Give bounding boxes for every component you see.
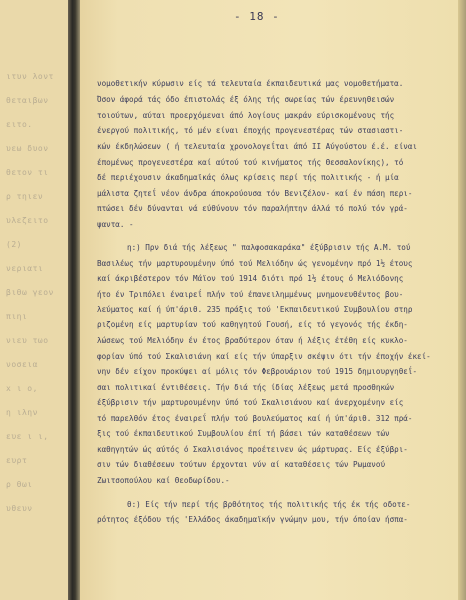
text-line: καί άκριβέστερον τόν Μάϊον τού 1914 διότι πρό 1½ έτους ό Μελιόδονης xyxy=(97,274,404,283)
left-page-bleed-text: υθευν xyxy=(6,504,33,513)
text-line: Όσον άφορά τάς όδο έπιστολάς έξ όλης τής σωρείας τών έρευνηθεισών xyxy=(97,95,395,104)
text-line: σαι πολιτικαί έντιθέσεις. Τήν διά τής ίδίας λέξεως μετά προσθηκών xyxy=(97,383,395,392)
left-page-bleed-text: (2) xyxy=(6,240,22,249)
text-line: ξις τού έκπαιδευτικού Συμβουλίου έπί τή βάσει τών καταθέσεων τών xyxy=(97,429,390,438)
text-line: ψαντα. - xyxy=(97,220,134,229)
left-page-bleed-text: η ιλην xyxy=(6,408,38,417)
left-page-bleed-text: θεταιβων xyxy=(6,96,49,105)
left-page-bleed-text: ευε ι ι, xyxy=(6,432,49,441)
document-page xyxy=(80,0,458,600)
text-line: δέ περιέχουσιν άκαδημαϊκάς όλως κρίσεις περί τής πολιτικής - ή μία xyxy=(97,173,399,182)
left-page-edge xyxy=(0,0,68,600)
text-line: νην δέν είχον προκύψει αί μόλις τόν Φεβρουάριον τού 1915 δημιουργηθεΐ- xyxy=(97,367,418,376)
left-page-bleed-text: βιθω γεον xyxy=(6,288,54,297)
left-page-bleed-text: ιτυν λοντ xyxy=(6,72,54,81)
page-number: - 18 - xyxy=(234,10,280,23)
left-page-bleed-text: νεριατι xyxy=(6,264,44,273)
left-page-bleed-text: ρ θωι xyxy=(6,480,33,489)
left-page-bleed-text: υλεζειτο xyxy=(6,216,49,225)
text-line: Ζωιτσοπούλου καί Θεοδωρίδου.- xyxy=(97,476,230,485)
left-page-bleed-text: x ι ο, xyxy=(6,384,38,393)
text-line: τό παρελθόν έτος έναιρεΐ πλήν τού βουλεύματος καί ή ύπ'άριθ. 312 πρά- xyxy=(97,414,413,423)
text-line: νομοθετικήν κύρωσιν είς τά τελευταία έκπαιδευτικά μας νομοθετήματα. xyxy=(97,79,404,88)
text-line: τοιούτων, αύται προερχόμεναι άπό λογίους μακράν εύρισκομένους τής xyxy=(97,111,395,120)
left-page-bleed-text: ευρτ xyxy=(6,456,28,465)
text-line: μάλιστα ζητεΐ νέον άνδρα άποκρούουσα τόν Βενιζέλον- καί έν πάση περι- xyxy=(97,189,413,198)
text-line: καθηγητών ώς αύτός ό Σκαλισιάνος προέτεινεν ώς μάρτυρας. Είς έξύβρι- xyxy=(97,445,408,454)
left-page-bleed-text: πιηι xyxy=(6,312,28,321)
left-page-bleed-text: νοσεια xyxy=(6,360,38,369)
text-line: πτώσει δέν δύνανται νά εύθύνουν τόν παραλήπτην άλλά τό πολύ τόν γρά- xyxy=(97,204,408,213)
text-line: φορίαν ύπό τού Σκαλισιάνη καί είς τήν ύπαρξιν σκέψιν ότι τήν έποχήν έκεί- xyxy=(97,352,431,361)
text-line: έξύβρισιν τήν μαρτυρουμένην ύπό τού Σκαλισιάνου καί άνερχομένην είς xyxy=(97,398,404,407)
left-page-bleed-text: ρ τηιεν xyxy=(6,192,44,201)
left-page-bleed-text: θετον τι xyxy=(6,168,49,177)
text-line: ήτο έν Τριπόλει έναιρεΐ πλήν τού έπανειλημμένως μνημονευθέντος βου- xyxy=(97,290,404,299)
right-page-edge xyxy=(458,0,466,600)
left-page-bleed-text: υεω δυον xyxy=(6,144,49,153)
text-line: ένεργού πολιτικής, τό μέν είναι έποχής προγενεστέρας τών στασιαστι- xyxy=(97,126,404,135)
text-line: λεύματος καί ή ύπ'άριθ. 235 πράξις τού 'Εκπαιδευτικού Συμβουλίου στηρ xyxy=(97,305,413,314)
text-line: η:) Πρν διά τής λέξεως " παλφοσακαράκα" έξύβρισιν τής Α.Μ. τού xyxy=(127,243,411,252)
left-page-bleed-text: νιευ τωο xyxy=(6,336,49,345)
book-gutter xyxy=(68,0,80,600)
text-line: λώσεως τού Μελιόδην έν έτος βραδύτερον όταν ή λέξις έτέθη είς κυκλο- xyxy=(97,336,408,345)
text-line: σιν τών διαθέσεων τούτων έρχονται νύν αί καταθέσεις τών Ρωμανού xyxy=(97,460,386,469)
left-page-bleed-text: ειτο. xyxy=(6,120,33,129)
text-line: θ:) Είς τήν περί τής βρθότητος τής πολιτικής τής έκ τής οδοτε- xyxy=(127,500,411,509)
text-line: κών έκδηλώσεων ( ή τελευταία χρονολογεΐται άπό ΙΙ Αύγούστου έ.έ. είναι xyxy=(97,142,418,151)
text-line: ρότητος έξόδου τής 'Ελλάδος άκαδημαϊκήν γνώμην μου, τήν όποίαν ήσπα- xyxy=(97,515,408,524)
text-line: ριζομένη είς μαρτυρίαν τού καθηγητού Γουσή, είς τό γεγονός τής έκδη- xyxy=(97,320,408,329)
text-line: Βασιλέως τήν μαρτυρουμένην ύπό τού Μελιόδην ώς γενομένην πρό 1½ έτους xyxy=(97,259,413,268)
text-line: έπομένως προγενεστέρα καί αύτού τού κινήματος τής Θεσσαλονίκης), τό xyxy=(97,158,404,167)
